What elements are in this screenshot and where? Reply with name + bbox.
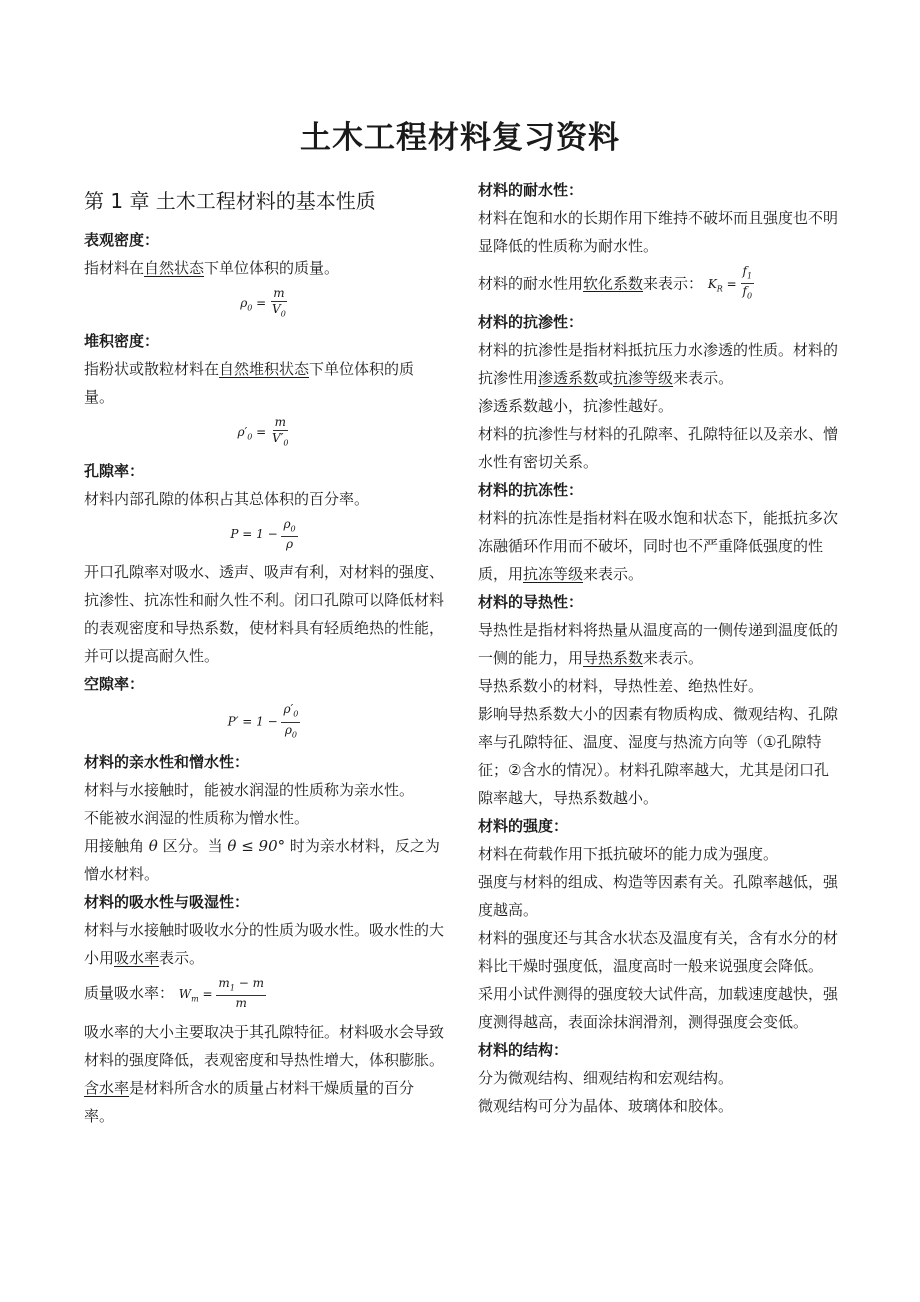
- paragraph: 材料的强度还与其含水状态及温度有关，含有水分的材料比干燥时强度低，温度高时一般来说强度会降低。: [478, 928, 839, 975]
- section-heading-structure: 材料的结构：: [478, 1040, 569, 1059]
- paragraph: 材料在饱和水的长期作用下维持不破坏而且强度也不明显降低的性质称为耐水性。: [478, 209, 839, 255]
- paragraph: 材料与水接触时吸收水分的性质为吸水性。吸水性的大小用吸水率表示。: [84, 920, 445, 967]
- paragraph: 质量吸水率： $W_m$ = $\frac{m_1 - m}{m}$: [84, 975, 264, 1011]
- paragraph: 不能被水润湿的性质称为憎水性。: [84, 808, 310, 827]
- section-heading-impermeability: 材料的抗渗性：: [478, 312, 584, 331]
- paragraph: 导热系数小的材料，导热性差、绝热性好。: [478, 676, 764, 695]
- page-title: 土木工程材料复习资料: [300, 120, 620, 156]
- section-heading-bulk-density: 堆积密度：: [84, 332, 160, 351]
- paragraph: 材料内部孔隙的体积占其总体积的百分率。: [84, 489, 370, 508]
- section-heading-water-resistance: 材料的耐水性：: [478, 181, 584, 199]
- paragraph: 开口孔隙率对吸水、透声、吸声有利，对材料的强度、抗渗性、抗冻性和耐久性不利。闭口孔隙可以降低材料的表观密度和导热系数，使材料具有轻质绝热的性能，并可以提高耐久性。: [84, 563, 445, 666]
- paragraph: 指材料在自然状态下单位体积的质量。: [84, 259, 340, 277]
- paragraph: 材料的抗渗性与材料的孔隙率、孔隙特征以及亲水、憎水性有密切关系。: [478, 424, 839, 471]
- paragraph: 含水率是材料所含水的质量占材料干燥质量的百分率。: [84, 1078, 415, 1125]
- left-column: [84, 176, 444, 1130]
- paragraph: 采用小试件测得的强度较大试件高，加载速度越快，强度测得越高，表面涂抹润滑剂，测得强度会变低。: [478, 984, 839, 1031]
- paragraph: 渗透系数越小，抗渗性越好。: [478, 396, 674, 415]
- formula-porosity: P = 1 − $\frac{\rho_0}{\rho}$: [230, 516, 296, 552]
- paragraph: 吸水率的大小主要取决于其孔隙特征。材料吸水会导致材料的强度降低，表观密度和导热性增大，体积膨胀。: [84, 1022, 445, 1069]
- paragraph: 强度与材料的组成、构造等因素有关。孔隙率越低，强度越高。: [478, 872, 839, 919]
- section-heading-void-ratio: 空隙率：: [84, 675, 145, 694]
- section-heading-thermal-conductivity: 材料的导热性：: [478, 592, 584, 611]
- formula-apparent-density: $\rho_0$ = $\frac{m}{V_0}$: [240, 286, 286, 319]
- chapter-heading: 第 1 章 土木工程材料的基本性质: [84, 189, 376, 213]
- paragraph: 用接触角 θ 区分。当 θ ≤ 90° 时为亲水材料，反之为憎水材料。: [84, 836, 440, 883]
- paragraph: 材料在荷载作用下抵抗破坏的能力成为强度。: [478, 844, 779, 863]
- formula-bulk-density: $\rho'_0$ = $\frac{m}{V'_0}$: [237, 415, 289, 448]
- paragraph: 微观结构可分为晶体、玻璃体和胶体。: [478, 1096, 734, 1115]
- section-heading-water-absorption: 材料的吸水性与吸湿性：: [84, 892, 250, 911]
- section-heading-frost-resistance: 材料的抗冻性：: [478, 480, 584, 499]
- formula-void-ratio: P′ = 1 − $\frac{\rho'_0}{\rho_0}$: [227, 702, 299, 739]
- right-column: [478, 176, 840, 1120]
- paragraph: 影响导热系数大小的因素有物质构成、微观结构、孔隙率与孔隙特征、温度、湿度与热流方向等（①孔隙特征；②含水的情况）。材料孔隙率越大，尤其是闭口孔隙率越大，导热系数越小。: [478, 704, 839, 807]
- section-heading-hydrophilicity: 材料的亲水性和憎水性：: [84, 752, 250, 771]
- paragraph: 材料的耐水性用软化系数来表示： $K_R$ = $\frac{f_1}{f_0}$: [478, 264, 753, 301]
- paragraph: 材料的抗冻性是指材料在吸水饱和状态下，能抵抗多次冻融循环作用而不破坏，同时也不严重降低强度的性质，用抗冻等级来表示。: [478, 508, 839, 583]
- paragraph: 指粉状或散粒材料在自然堆积状态下单位体积的质量。: [84, 360, 415, 407]
- section-heading-strength: 材料的强度：: [478, 816, 569, 835]
- section-heading-apparent-density: 表观密度：: [84, 231, 160, 249]
- paragraph: 材料的抗渗性是指材料抵抗压力水渗透的性质。材料的抗渗性用渗透系数或抗渗等级来表示。: [478, 340, 839, 387]
- paragraph: 导热性是指材料将热量从温度高的一侧传递到温度低的一侧的能力，用导热系数来表示。: [478, 620, 839, 667]
- paragraph: 分为微观结构、细观结构和宏观结构。: [478, 1068, 734, 1087]
- section-heading-porosity: 孔隙率：: [84, 461, 145, 480]
- paragraph: 材料与水接触时，能被水润湿的性质称为亲水性。: [84, 780, 415, 799]
